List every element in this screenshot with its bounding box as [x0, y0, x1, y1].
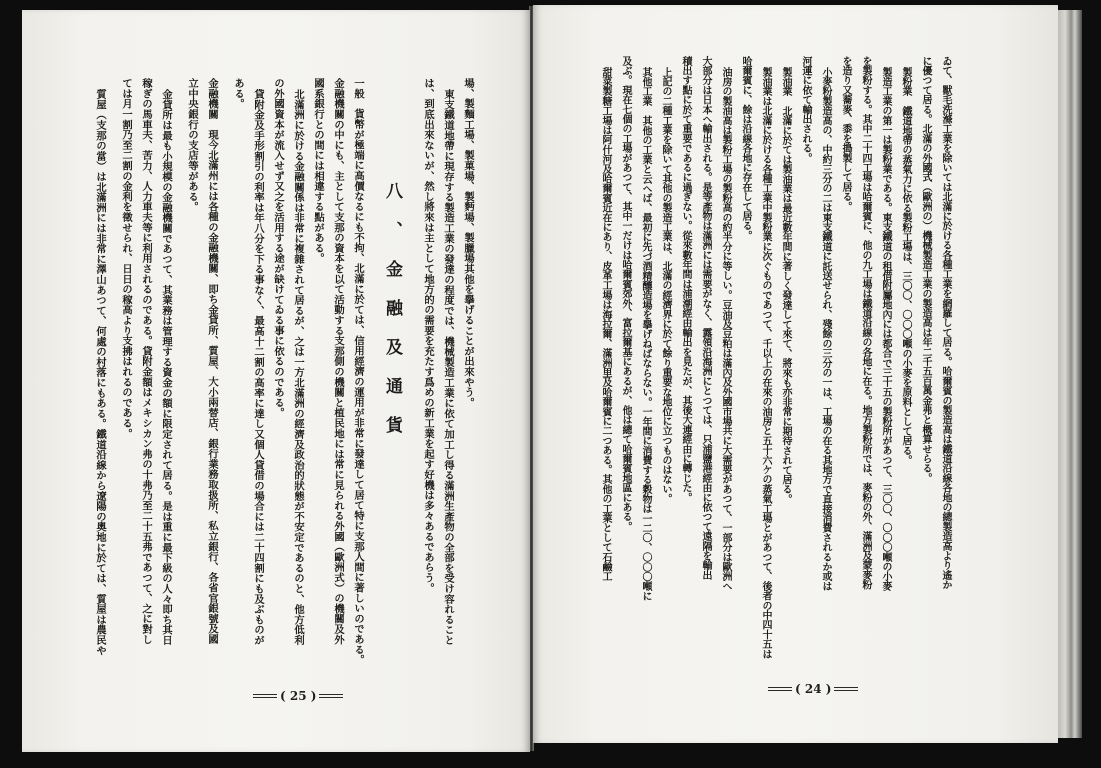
- text-line: 及ぶ。現在七個の工場があつて、其中一だけは哈爾賓郊外、富拉爾基にあるが、他は總て哈爾賓地區にある。: [620, 56, 631, 532]
- text-line: 國系銀行との間には相違する點がある。: [312, 78, 324, 264]
- page-number-text: ( 24 ): [795, 682, 832, 696]
- text-line: [635, 56, 655, 659]
- text-line: 場、製麵工場、製菓場、製麪場、製臘場其他を擧げることが出來やう。: [462, 78, 474, 408]
- text-line: 東支鐵道地帶に現存する製造工業の發達の程度では、機械製造工業に依て加工し得る滿洲生產物の全部を受け容れること: [442, 89, 454, 646]
- text-line: 製造工業の第一は製粉業である。東支鐵道の租借附屬地內には都合で三十五の製粉所があつて、三〇〇、〇〇〇噸の小麥: [880, 67, 891, 591]
- folio-rule: [319, 694, 343, 698]
- right-page-text: [595, 56, 955, 659]
- text-line: 油房の製油高は製粉工場の製粉高の約半分に等しい。豆油及豆粕は滿內及外國市場共に大需要があつて、一部分は歐洲へ: [720, 67, 731, 591]
- section-subheading: 製粉業: [900, 67, 911, 97]
- text-line: 北滿洲に於ける金融關係は非常に複雜されて居るが、之は一方北滿洲の經濟及政治的狀態が不安定であるのと、他方低利: [292, 89, 304, 646]
- folio-rule: [834, 687, 858, 691]
- text-line: 大部分は日本へ輸出される。是等產物は滿洲には需要がなく、露領沿海洲にとつては、只浦鹽港經由に依つて遠隔を輸出: [700, 56, 711, 580]
- section-subheading: 一般: [352, 78, 364, 99]
- page-number-text: ( 25 ): [280, 689, 317, 703]
- left-page-text: [90, 78, 478, 665]
- text-line: に優つて居る。北滿の外國式（歐洲の）機械製造工業の製造高は年二千五百萬金弗と概算せらる。: [920, 56, 931, 483]
- text-line: 製油業は北滿に於ける各種工業中製粉業に次ぐものであつて、千以上の在來の油房と五十六ケの蒸氣工場とがあつて、後者の中四十五は: [760, 67, 771, 659]
- text-run: 北滿に於ては製油業は最近數年間に著しく發達して來て、將來も亦非常に期待されて居る。: [780, 106, 791, 504]
- text-run: 其他の工業と云へば、最初に先づ酒精釀造場を擧げねばならない。一年間に消費する穀物は一二〇、〇〇〇噸に: [640, 115, 651, 601]
- text-line: 甜菜製糖工場は阿什河及哈爾賓近在にあり、皮革工場は海拉爾、滿洲里及哈爾賓に二つある。其他の工業として石鹼工: [600, 67, 611, 582]
- section-subheading: 其他工業: [640, 67, 651, 106]
- text-line: の外國資本が流入せず又之を活用する途が缺けてゐる事に依るのである。: [272, 78, 284, 418]
- text-line: は、到底出來ないが、然し將來は主として地方的の需要を充たす爲めの新工業を起す好機は多々あるであらう。: [422, 78, 434, 593]
- text-line: 河運に依て輸出される。: [800, 56, 811, 163]
- folio-rule: [253, 694, 277, 698]
- text-line: 質屋（支那の當）は北滿洲には非常に澤山あつて、何處の村落にもある。鐵道沿線から遼陽の奧地に於ては、質屋は農民や: [94, 89, 106, 656]
- chapter-heading: 八、金融及通貨: [382, 182, 402, 455]
- text-line: 積出す點に於て重要であるに過ぎない。從來數年間は浦潮經由輸出を見たが、其後大連經由に轉じた。: [680, 56, 691, 503]
- text-line: 哈爾賓に、餘は沿線各地に存在して居る。: [740, 56, 751, 241]
- section-subheading: 金融機關: [206, 78, 218, 120]
- text-line: ては月一割乃至二割の金利を徵せられ、日日の稼高より支拂はれるのである。: [120, 78, 132, 439]
- text-line: 小麥粉製造高の、中約三分の二は東支鐵道に託送せられ、殘餘の三分の一は、工場の在る其地方で直接消費されるか或は: [820, 67, 831, 591]
- text-line: 金貸所は最も小規模の金融機關であつて、其業務は管理する資金の額に限定されて居る。是は重に最下級の人々即ち其日: [160, 89, 172, 646]
- left-page: [22, 10, 530, 752]
- page-number: [765, 682, 861, 696]
- text-line: [348, 78, 368, 665]
- text-line: 金融機關の中にも、主として支那の資本を以て活動する支那側の機關と植民地には常に見られる外國（歐洲式）の機關及外: [332, 78, 344, 645]
- text-line: 貸附金及手形割引の利率は年八分を下る事なく、最高十二割の高率に達し又個人貸借の場合には二十四割にも及ぶものが: [252, 89, 264, 646]
- section-subheading: 製油業: [780, 67, 791, 97]
- text-line: 立中央銀行の支店等がある。: [186, 78, 198, 212]
- page-edges: [1058, 10, 1082, 738]
- text-line: を造り又蕎麥、黍を搗製して居る。: [840, 56, 851, 212]
- page-number: [250, 689, 346, 703]
- text-run: 貨幣が極端に高價なるにも不拘、北滿に於ては、信用經濟の運用が非常に發達して居て特に支那人間に著しいのである。: [352, 108, 364, 665]
- text-line: [775, 56, 795, 659]
- text-line: [202, 78, 222, 665]
- text-run: 現今北滿州には各種の金融機關、即ち金貸所、質屋、大小兩替店、銀行業務取扱所、私立銀行、各省官銀號及國: [206, 129, 218, 645]
- text-line: ゐて、獸毛洗滌工業を除いては北滿に於ける各種工業を網羅して居る。哈爾賓の製造高は鐵道沿線各地の總製造高より遙か: [940, 56, 951, 590]
- text-line: 上記の二種工業を除いて其他の製造工業は、北滿の經濟界に於て餘り重要な地位に立つものはない。: [660, 67, 671, 504]
- text-line: 稼ぎの馬車夫、苦力、人力車夫等に利用されるのである。貸附金額はメキシカン弗の十弗乃至二十五弗であつて、之に對し: [140, 78, 152, 645]
- text-line: を製粉する。其中二十四工場は哈爾賓に、他の九工場は鐵道沿線の各地に在る。地方製粉所では、麥粉の外、滿洲及蒙麥粉: [860, 56, 871, 590]
- text-line: [895, 56, 915, 659]
- folio-rule: [768, 687, 792, 691]
- right-page: [533, 5, 1058, 743]
- text-line: ある。: [232, 78, 244, 109]
- text-run: 鐵道地帶の蒸氣力に依る製粉工場は、三〇〇、〇〇〇噸の小麥を原料として居る。: [900, 106, 911, 466]
